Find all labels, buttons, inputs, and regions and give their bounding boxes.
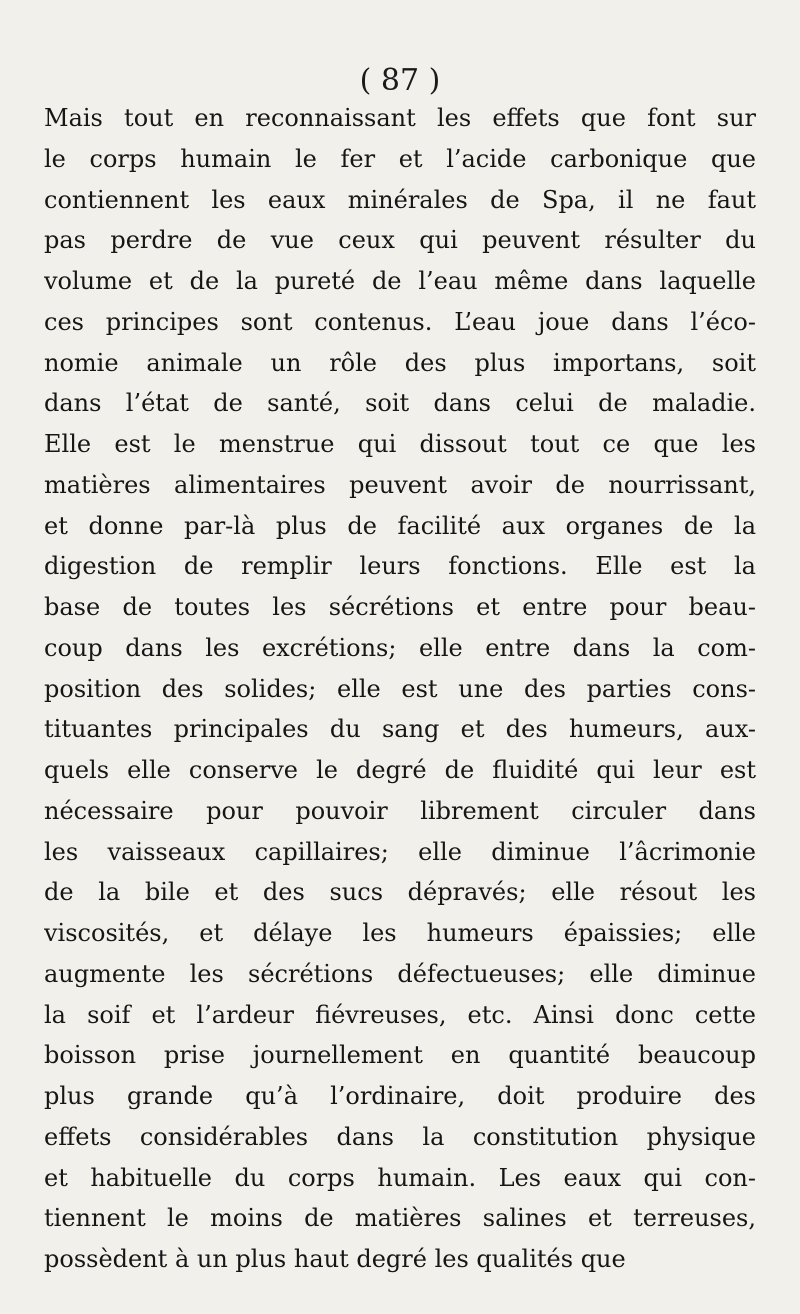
page-number: ( 87 ) <box>359 63 441 98</box>
text-line: position des solides; elle est une des parties cons- <box>44 674 756 703</box>
text-line: nécessaire pour pouvoir librement circuler dans <box>44 796 756 825</box>
text-line: le corps humain le fer et l’acide carbonique que <box>44 144 756 173</box>
text-line: les vaisseaux capillaires; elle diminue l’âcrimonie <box>44 837 756 866</box>
text-line: quels elle conserve le degré de fluidité qui leur est <box>44 756 756 784</box>
text-line: augmente les sécrétions défectueuses; elle diminue <box>44 959 756 988</box>
text-line: et habituelle du corps humain. Les eaux qui con- <box>44 1163 756 1192</box>
text-line: tiennent le moins de matières salines et terreuses, <box>44 1204 756 1233</box>
text-line: de la bile et des sucs dépravés; elle résout les <box>44 878 756 907</box>
text-line: effets considérables dans la constitution physique <box>44 1122 756 1151</box>
text-line: pas perdre de vue ceux qui peuvent résulter du <box>44 226 756 255</box>
text-line: volume et de la pureté de l’eau même dans laquelle <box>44 267 756 295</box>
text-line: contiennent les eaux minérales de Spa, il ne faut <box>44 185 756 214</box>
text-line: dans l’état de santé, soit dans celui de maladie. <box>44 389 756 418</box>
text-line: base de toutes les sécrétions et entre pour beau- <box>44 593 756 621</box>
text-line: ces principes sont contenus. L’eau joue dans l’éco- <box>44 307 756 336</box>
text-line: nomie animale un rôle des plus importans, soit <box>44 348 756 377</box>
text-line: la soif et l’ardeur fiévreuses, etc. Ainsi donc cette <box>44 1000 756 1029</box>
text-line: Mais tout en reconnaissant les effets que font sur <box>44 104 756 132</box>
text-line: possèdent à un plus haut degré les qualités que <box>44 1245 626 1273</box>
text-line: digestion de remplir leurs fonctions. Elle est la <box>44 552 756 581</box>
text-line: boisson prise journellement en quantité beaucoup <box>44 1041 756 1070</box>
text-line: tituantes principales du sang et des humeurs, aux- <box>44 715 756 744</box>
text-line: coup dans les excrétions; elle entre dans la com- <box>44 633 756 662</box>
text-line: matières alimentaires peuvent avoir de nourrissant, <box>44 470 756 499</box>
text-line: plus grande qu’à l’ordinaire, doit produire des <box>44 1082 756 1110</box>
text-line: viscosités, et délaye les humeurs épaissies; elle <box>44 919 756 947</box>
body-text <box>44 98 756 1280</box>
text-line: Elle est le menstrue qui dissout tout ce que les <box>44 430 756 458</box>
text-line: et donne par-là plus de facilité aux organes de la <box>44 511 756 540</box>
